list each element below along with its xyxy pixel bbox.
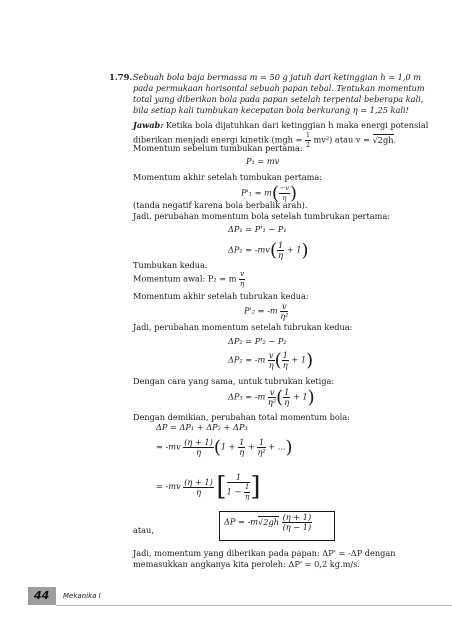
page-number: 44 [34,589,50,602]
eq-series-1-den: η [239,447,245,457]
eq-geometric-frac [227,473,251,502]
eq-dp3-frac-v [268,388,276,407]
eq-dp3-num: 1 [284,387,290,397]
eq-dp1-den: η [278,250,284,260]
conclusion-line-1: Jadi, momentum yang diberikan pada papan: ΔP' = -ΔP dengan [133,548,396,558]
eq-final-frac [282,513,313,532]
eq-p2-prime-den: η² [280,311,289,321]
momentum-after-2: Momentum akhir setelah tubrukan kedua: [133,291,309,301]
or-text: atau, [133,525,154,535]
eq-final-lhs: ΔP = -m [224,516,259,527]
same-way-text: Dengan cara yang sama, untuk tubrukan ketiga: [133,376,335,386]
eq-p2-prime [244,302,288,321]
eq-p1-prime-num: −v [279,184,290,192]
eq-dp2-den: η [282,360,288,370]
eq-series-start: 1 + [220,441,236,452]
eq-total-c-lhs: = -mv [156,481,181,491]
eq-dp3-den: η [284,397,290,407]
eq-dp2-num: 1 [282,350,288,360]
momentum-initial-2 [133,270,245,289]
eq-dp1-b-lhs: ΔP₁ = -mv [228,244,270,255]
period: . [393,134,397,145]
eq-series-1-num: 1 [239,437,245,447]
eq-dp2-v-num: v [268,350,274,360]
eq-dp2-b: ΔP₂ = -m $\frac{v}{\eta}$ ( $\frac{1}{\eta}$ + 1) [228,350,314,371]
eq-dp3-plus: + 1 [292,391,308,402]
eq-dp1-plus: + 1 [286,244,302,255]
eq-dp1-frac [277,241,284,260]
eq-series-frac-2 [257,438,265,457]
eq-dp2-v-den: η [268,360,274,370]
eq-p2-frac [239,270,245,289]
eq-final-root: 2gh [263,516,279,527]
answer-label: Jawab: [133,120,164,130]
answer-line-1 [133,120,428,130]
eq-final-num: (η + 1) [282,512,312,522]
eq-series-2-num: 1 [258,437,265,447]
half-den: 2 [306,142,310,149]
eq-dp3-v-den: η² [267,397,277,407]
eq-p2-prime-frac [280,302,288,321]
eq-p2-prime-lhs: P'₂ = -m [244,305,278,316]
eq-final-sqrt: √2gh [258,516,279,527]
book-title: Mekanika I [63,592,101,600]
eq-dp1-b: ΔP₁ = -mv( $\frac{1}{\eta}$ + 1) [228,240,309,261]
momentum-initial-2-text: Momentum awal: P₂ = m [133,273,237,284]
energy-text: diberikan menjadi energi kinetik (mgh = [133,134,303,145]
problem-line-4: bila setiap kali tumbukan kecepatan bola berkurang η = 1,25 kali! [133,105,409,115]
eq-dp3-v-num: v [269,387,275,397]
momentum-before-1: Momentum sebelum tumbukan pertama: [133,143,303,153]
note-negative: (tanda negatif karena bola berbalik arah). [133,200,308,210]
eq-p2-prime-num: v [282,301,287,311]
eq-dp2-frac-v [268,351,275,370]
half-fraction [305,131,311,150]
eq-p1-prime: P'₁ = m( $\frac{-v}{\eta}$ ) [241,183,298,204]
change-1-text: Jadi, perubahan momentum bola setelah tumbrukan pertama: [133,211,391,221]
answer-line-1-text: Ketika bola dijatuhkan dari ketinggian h maka energi potensial [165,120,429,130]
problem-number: 1.79. [109,72,133,82]
eq-total-c: = -mv $\frac{(\eta + 1)}{\eta}$ [ 1 1 − $\frac{1}{\eta}$ ] [156,471,261,502]
eq-one-minus: 1 − [226,486,242,496]
eq-total-c-den: η [196,486,201,497]
eq-p1: P₁ = mv [246,156,280,166]
problem-line-3: total yang diberikan bola pada papan setelah terpental beberapa kali, [133,94,424,104]
eq-dp2-a: ΔP₂ = P'₂ − P₂ [228,336,287,346]
eq-total-c-frac [183,478,214,497]
sqrt-2gh-value: 2gh [377,134,394,145]
total-text: Dengan demikian, perubahan total momentum bola: [133,412,351,422]
eq-geometric-den [227,483,251,502]
eq-dp3-lhs: ΔP₃ = -m [228,391,266,402]
sqrt-2gh: √2gh [372,134,394,145]
eq-geometric-num: 1 [227,473,251,483]
eq-total-c-num: (η + 1) [184,476,213,487]
conclusion-line-2: memasukkan angkanya kita peroleh: ΔP' = 0,2 kg.m/s. [133,559,360,569]
eq-final-den: (η − 1) [282,522,312,532]
footer-rule [56,605,452,606]
eq-p2-num: v [240,270,245,278]
eq-p2-den: η [239,280,245,288]
eq-dp2-b-lhs: ΔP₂ = -m [228,354,266,365]
problem-line-1: Sebuah bola baja bermassa m = 50 g jatuh dari ketinggian h = 1,0 m [133,72,422,82]
change-2-text: Jadi, perubahan momentum setelah tubrukan kedua: [133,322,353,332]
half-num: 1 [306,132,310,139]
eq-total-a: ΔP = ΔP₁ + ΔP₂ + ΔP₃ [156,422,248,432]
eq-total-b-lhs: = -mv [156,441,181,452]
eq-total-b: = -mv $\frac{(\eta + 1)}{\eta}$ (1 + $\frac{1}{\eta}$ + $\frac{1}{\text{η²}}$ + ...) [156,437,293,458]
eq-geometric-inner-den: η [245,492,250,501]
eq-series-dots: + ... [268,441,286,452]
eq-total-b-frac [183,438,214,457]
eq-dp1-num: 1 [277,240,284,250]
eq-p1-prime-den: η [282,194,287,202]
eq-series-2-den: η² [257,447,266,457]
eq-dp2-plus: + 1 [291,354,307,365]
eq-series-plus: + [247,441,255,452]
eq-dp3: ΔP₃ = -m $\frac{v}{\text{η²}}$ ( $\frac{1}{\eta}$ + 1) [228,387,315,408]
collision-2: Tumbukan kedua. [133,260,208,270]
eq-dp2-frac [282,351,289,370]
eq-p1-prime-lhs: P'₁ = m [241,187,272,198]
problem-line-2: pada permukaan horisontal sebuah papan tebal. Tentukan momentum [133,83,425,93]
eq-final [224,513,312,532]
eq-total-b-num: (η + 1) [184,437,213,447]
eq-dp3-frac [283,388,290,407]
momentum-after-1: Momentum akhir setelah tumbukan pertama: [133,172,323,182]
energy-mid-text: mv²) atau v = [313,134,370,145]
eq-geometric-inner-num: 1 [244,482,250,491]
eq-dp1-a: ΔP₁ = P'₁ − P₁ [228,224,287,234]
eq-total-b-den: η [196,447,201,457]
eq-series-frac-1 [238,438,245,457]
